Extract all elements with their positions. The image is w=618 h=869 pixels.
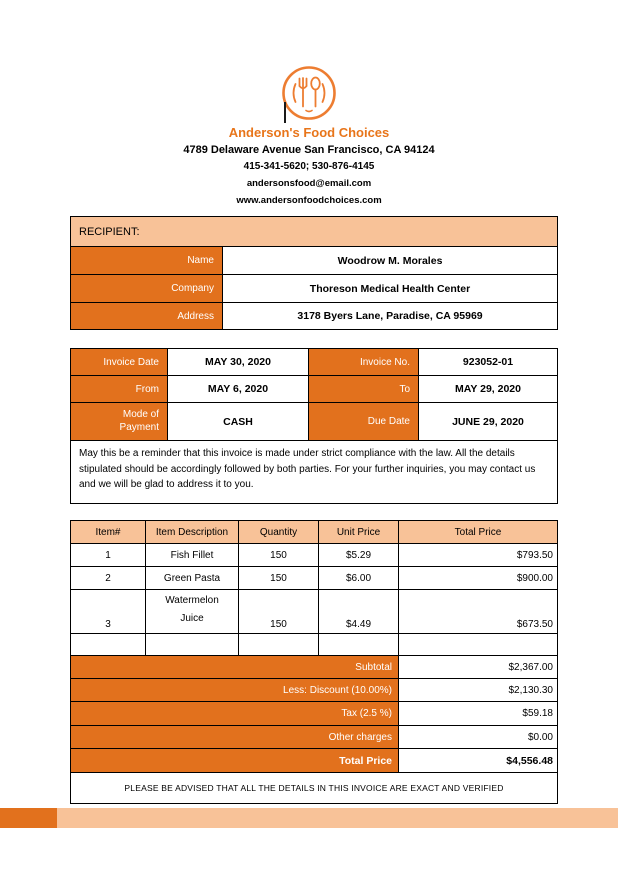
tax-row: [71, 702, 558, 726]
item-total: $900.00: [399, 567, 558, 590]
recipient-header-row: [71, 217, 558, 247]
invoice-no-label: Invoice No.: [309, 349, 419, 376]
recipient-name-label: Name: [71, 247, 223, 275]
discount-value: $2,130.30: [399, 679, 558, 702]
total-price-value: $4,556.48: [399, 749, 558, 773]
period-to-value: MAY 29, 2020: [419, 376, 558, 403]
col-header-unit-price: Unit Price: [319, 521, 399, 544]
item-desc: Watermelon Juice: [146, 590, 239, 634]
recipient-row-company: [71, 275, 558, 303]
recipient-table: [70, 216, 558, 330]
item-row-2: [71, 567, 558, 590]
verification-note-row: [71, 773, 558, 804]
subtotal-row: [71, 656, 558, 679]
recipient-name-value: Woodrow M. Morales: [223, 247, 558, 275]
compliance-note-row: [71, 441, 558, 504]
discount-row: [71, 679, 558, 702]
other-charges-label: Other charges: [71, 726, 399, 749]
details-row-1: [71, 349, 558, 376]
period-from-label: From: [71, 376, 168, 403]
item-row-1: [71, 544, 558, 567]
item-qty: 150: [239, 590, 319, 634]
item-num: 2: [71, 567, 146, 590]
period-to-label: To: [309, 376, 419, 403]
company-website: www.andersonfoodchoices.com: [236, 195, 382, 206]
footer-accent-bar: [0, 808, 618, 828]
footer-bar-light-segment: [57, 808, 618, 828]
item-num: 1: [71, 544, 146, 567]
recipient-address-label: Address: [71, 303, 223, 330]
period-from-value: MAY 6, 2020: [168, 376, 309, 403]
text-cursor-artifact: [284, 102, 286, 123]
recipient-address-value: 3178 Byers Lane, Paradise, CA 95969: [223, 303, 558, 330]
subtotal-label: Subtotal: [71, 656, 399, 679]
item-desc: Green Pasta: [146, 567, 239, 590]
item-num: 3: [71, 590, 146, 634]
payment-mode-label: Mode of Payment: [71, 403, 168, 441]
invoice-date-value: MAY 30, 2020: [168, 349, 309, 376]
due-date-value: JUNE 29, 2020: [419, 403, 558, 441]
discount-label: Less: Discount (10.00%): [71, 679, 399, 702]
col-header-description: Item Description: [146, 521, 239, 544]
tax-value: $59.18: [399, 702, 558, 726]
other-charges-value: $0.00: [399, 726, 558, 749]
invoice-header: [0, 64, 618, 206]
invoice-no-value: 923052-01: [419, 349, 558, 376]
recipient-title: RECIPIENT:: [71, 217, 558, 247]
details-row-2: [71, 376, 558, 403]
recipient-row-name: [71, 247, 558, 275]
invoice-details-table: [70, 348, 558, 504]
due-date-label: Due Date: [309, 403, 419, 441]
recipient-company-value: Thoreson Medical Health Center: [223, 275, 558, 303]
col-header-quantity: Quantity: [239, 521, 319, 544]
item-desc: Fish Fillet: [146, 544, 239, 567]
footer-bar-dark-segment: [0, 808, 57, 828]
empty-item-row: [71, 634, 558, 656]
company-name: Anderson's Food Choices: [228, 125, 390, 140]
recipient-row-address: [71, 303, 558, 330]
total-price-row: [71, 749, 558, 773]
tax-label: Tax (2.5 %): [71, 702, 399, 726]
invoice-date-label: Invoice Date: [71, 349, 168, 376]
fork-spoon-circle-icon: [281, 64, 337, 122]
col-header-item-num: Item#: [71, 521, 146, 544]
company-address: 4789 Delaware Avenue San Francisco, CA 94124: [183, 144, 435, 156]
details-row-3: [71, 403, 558, 441]
item-qty: 150: [239, 567, 319, 590]
other-charges-row: [71, 726, 558, 749]
item-qty: 150: [239, 544, 319, 567]
total-price-label: Total Price: [71, 749, 399, 773]
item-unit: $4.49: [319, 590, 399, 634]
recipient-company-label: Company: [71, 275, 223, 303]
col-header-total-price: Total Price: [399, 521, 558, 544]
compliance-note: May this be a reminder that this invoice is made under strict compliance with the law. All the details stipulated should be accordingly followed by both parties. For your further inquiries, you may contact us and we will be glad to address it to you.: [71, 441, 558, 504]
items-table: [70, 520, 558, 804]
verification-note: PLEASE BE ADVISED THAT ALL THE DETAILS IN THIS INVOICE ARE EXACT AND VERIFIED: [71, 773, 558, 804]
item-row-3: [71, 590, 558, 634]
item-unit: $5.29: [319, 544, 399, 567]
item-unit: $6.00: [319, 567, 399, 590]
company-phone: 415-341-5620; 530-876-4145: [243, 161, 375, 172]
item-total: $673.50: [399, 590, 558, 634]
company-email: andersonsfood@email.com: [246, 178, 372, 189]
item-total: $793.50: [399, 544, 558, 567]
payment-mode-value: CASH: [168, 403, 309, 441]
subtotal-value: $2,367.00: [399, 656, 558, 679]
items-header-row: [71, 521, 558, 544]
company-logo: [281, 64, 337, 122]
